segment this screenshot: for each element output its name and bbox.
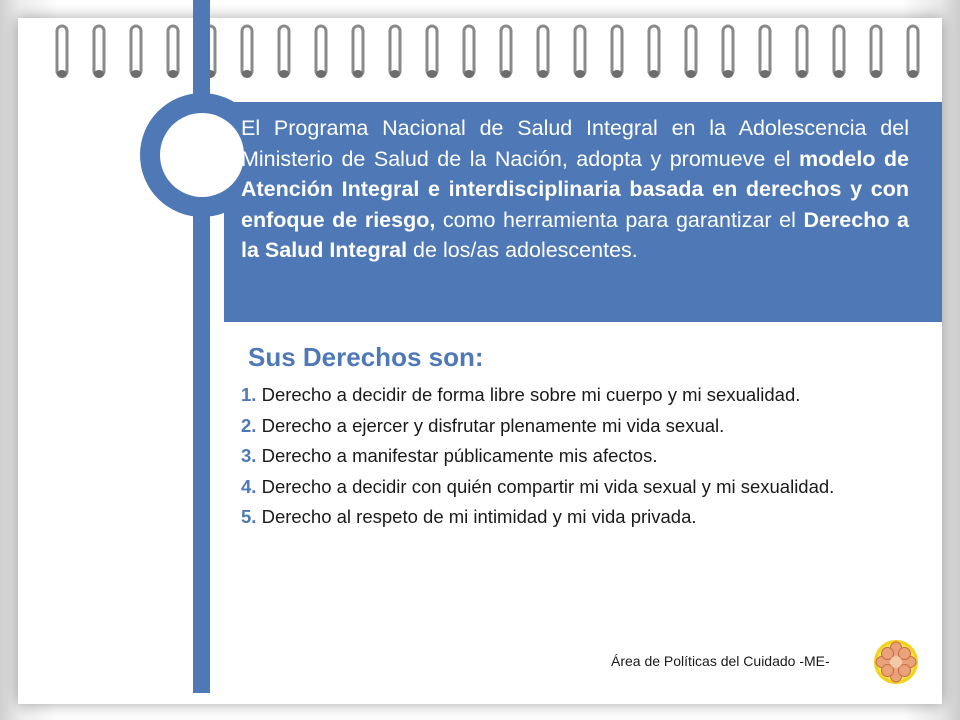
footer-credit: Área de Políticas del Cuidado -ME- bbox=[611, 653, 830, 669]
spiral-ring-icon bbox=[610, 22, 624, 80]
spiral-ring-icon bbox=[795, 22, 809, 80]
spiral-ring-icon bbox=[647, 22, 661, 80]
spiral-ring-icon bbox=[906, 22, 920, 80]
spiral-ring-icon bbox=[314, 22, 328, 80]
spiral-ring-icon bbox=[832, 22, 846, 80]
spiral-ring-icon bbox=[240, 22, 254, 80]
spiral-ring-icon bbox=[536, 22, 550, 80]
spiral-ring-icon bbox=[499, 22, 513, 80]
spiral-ring-icon bbox=[166, 22, 180, 80]
flower-logo-icon bbox=[873, 639, 919, 685]
spiral-ring-icon bbox=[869, 22, 883, 80]
spiral-ring-icon bbox=[758, 22, 772, 80]
circle-decoration-inner bbox=[160, 113, 244, 197]
spiral-ring-icon bbox=[92, 22, 106, 80]
spiral-ring-icon bbox=[277, 22, 291, 80]
spiral-binding bbox=[55, 22, 925, 82]
rights-list bbox=[241, 380, 908, 533]
spiral-ring-icon bbox=[462, 22, 476, 80]
spiral-ring-icon bbox=[351, 22, 365, 80]
rights-heading: Sus Derechos son: bbox=[248, 342, 484, 372]
spiral-ring-icon bbox=[55, 22, 69, 80]
list-item: 4. Derecho a decidir con quién compartir mi vida sexual y mi sexualidad. bbox=[241, 475, 835, 497]
spiral-ring-icon bbox=[425, 22, 439, 80]
intro-text: El Programa Nacional de Salud Integral en la Adolescencia del Ministerio de Salud de la Nación, adopta y promueve el modelo de Atención Integral e interdisciplinaria basada en derechos y con enfoque de riesgo, como herramienta para garantizar el Derecho a la Salud Integral de los/as adolescentes. bbox=[241, 116, 910, 262]
spiral-ring-icon bbox=[573, 22, 587, 80]
list-item: 3. Derecho a manifestar públicamente mis afectos. bbox=[241, 445, 658, 466]
list-item: 1. Derecho a decidir de forma libre sobre mi cuerpo y mi sexualidad. bbox=[241, 384, 801, 405]
spiral-ring-icon bbox=[129, 22, 143, 80]
list-item: 2. Derecho a ejercer y disfrutar plenamente mi vida sexual. bbox=[241, 414, 725, 436]
spiral-ring-icon bbox=[684, 22, 698, 80]
list-item: 5. Derecho al respeto de mi intimidad y mi vida privada. bbox=[241, 506, 697, 527]
spiral-ring-icon bbox=[721, 22, 735, 80]
spiral-ring-icon bbox=[388, 22, 402, 80]
